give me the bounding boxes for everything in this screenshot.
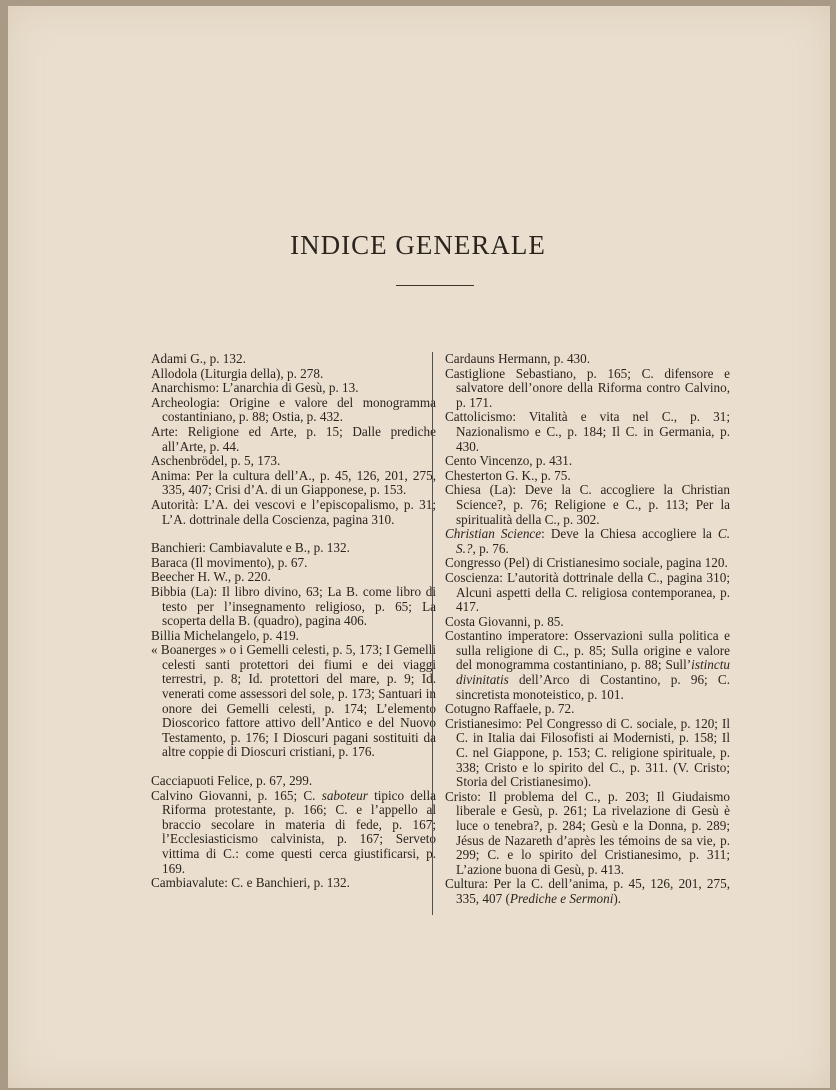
index-entry: Anima: Per la cultura dell’A., p. 45, 126, 201, 275, 335, 407; Crisi d’A. di un Giapponese, p. 153. (151, 467, 436, 498)
italic-term: C. S.? (456, 526, 730, 556)
index-entry: Cacciapuoti Felice, p. 67, 299. (151, 773, 313, 789)
index-entry: Cattolicismo: Vitalità e vita nel C., p. 31; Nazionalismo e C., p. 184; Il C. in Germania, p. 430. (445, 409, 730, 454)
index-entry (445, 629, 730, 702)
entry-text: tipico della Riforma protestante, p. 166; C. e l’appello al braccio secolare in materia di fede, p. 167; l’Ecclesiasticismo calvinista, p. 167; Serveto vittima di C.: come questi cerca giustificarsi, p. 169. (162, 787, 436, 876)
italic-term: Prediche e Sermoni (509, 890, 614, 906)
index-entry: Cambiavalute: C. e Banchieri, p. 132. (151, 875, 350, 891)
entry-text: Cultura: Per la C. dell’anima, p. 45, 126, 201, 275, 335, 407 ( (445, 876, 730, 906)
index-entry (445, 527, 730, 556)
index-entry: Anarchismo: L’anarchia di Gesù, p. 13. (151, 380, 359, 396)
index-entry: Banchieri: Cambiavalute e B., p. 132. (151, 540, 350, 556)
entry-text: ). (613, 890, 622, 906)
index-entry: Arte: Religione ed Arte, p. 15; Dalle prediche all’Arte, p. 44. (151, 423, 436, 454)
index-entry: Chesterton G. K., p. 75. (445, 467, 571, 483)
index-entry (151, 789, 436, 877)
index-entry: Aschenbrödel, p. 5, 173. (151, 453, 281, 469)
letter-group-gap (151, 760, 436, 774)
index-entry: Cotugno Raffaele, p. 72. (445, 701, 575, 717)
index-entry: Billia Michelangelo, p. 419. (151, 627, 299, 643)
title-rule (396, 285, 474, 286)
italic-term: saboteur (321, 787, 368, 803)
index-entry: Allodola (Liturgia della), p. 278. (151, 365, 324, 381)
index-entry: Autorità: L’A. dei vescovi e l’episcopalismo, p. 31; L’A. dottrinale della Coscienza, pagina 310. (151, 496, 436, 527)
index-entry: Chiesa (La): Deve la C. accogliere la Christian Science?, p. 76; Religione e C., p. 113; Per la spiritualità della C., p. 302. (445, 482, 730, 527)
entry-text: , p. 76. (472, 540, 509, 556)
entry-text: : Deve la Chiesa accogliere la (541, 526, 718, 542)
index-entry: Baraca (Il movimento), p. 67. (151, 554, 308, 570)
index-entry: Cristo: Il problema del C., p. 203; Il Giudaismo liberale e Gesù, p. 261; La rivelazione di Gesù è luce o tenebra?, p. 284; Gesù e la Donna, p. 289; Jésus de Nazareth d’après les témoins de sa vie, p. 299; C. e lo spirito del Cristianesimo, p. 311; L’azione buona di Gesù, p. 413. (445, 788, 730, 877)
index-column-left (151, 352, 436, 891)
index-entry: « Boanerges » o i Gemelli celesti, p. 5, 173; I Gemelli celesti santi protettori dei fiumi e dei viaggi terrestri, p. 8; Id. protettori del mare, p. 9; Id. venerati come assessori del sole, p. 173; Santuari in onore dei Gemelli celesti, p. 174; L’elemento Dioscorico fattore attivo dell’Antico e del Nuovo Testamento, p. 176; I Dioscuri pagani sostituiti da altre coppie di Dioscuri cristiani, p. 176. (151, 642, 436, 760)
entry-text: Calvino Giovanni, p. 165; C. (151, 787, 322, 803)
index-entry: Castiglione Sebastiano, p. 165; C. difensore e salvatore dell’onore della Riforma contro Calvino, p. 171. (445, 365, 730, 410)
index-entry: Cento Vincenzo, p. 431. (445, 453, 573, 469)
italic-term: istinctu divinitatis (456, 657, 730, 688)
index-entry (445, 877, 730, 906)
index-entry: Archeologia: Origine e valore del monogramma costantiniano, p. 88; Ostia, p. 432. (151, 394, 436, 425)
entry-text: dell’Arco di Costantino, p. 96; C. sincretista monoteistico, p. 101. (456, 672, 730, 702)
index-column-right (445, 352, 730, 907)
index-entry: Adami G., p. 132. (151, 351, 246, 366)
italic-term: Christian Science (445, 526, 542, 542)
entry-text: Costantino imperatore: Osservazioni sulla politica e sulla religione di C., p. 85; Sulla origine e valore del monogramma costantiniano, p. 88; Sull’ (445, 628, 730, 673)
page-title: INDICE GENERALE (290, 230, 546, 260)
index-entry: Congresso (Pel) di Cristianesimo sociale, pagina 120. (445, 555, 728, 571)
index-entry: Coscienza: L’autorità dottrinale della C., pagina 310; Alcuni aspetti della C. religiosa contemporanea, p. 417. (445, 569, 730, 615)
index-entry: Cardauns Hermann, p. 430. (445, 351, 591, 366)
index-entry: Costa Giovanni, p. 85. (445, 613, 564, 629)
index-entry: Beecher H. W., p. 220. (151, 569, 271, 585)
index-entry: Bibbia (La): Il libro divino, 63; La B. come libro di testo per l’insegnamento religioso, p. 65; La scoperta della B. (quadro), pagina 406. (151, 583, 436, 629)
column-divider (432, 352, 433, 915)
index-entry: Cristianesimo: Pel Congresso di C. sociale, p. 120; Il C. in Italia dai Filosofisti ai Modernisti, p. 158; Il C. nel Giappone, p. 153; C. religione spirituale, p. 338; Cristo e lo spirito del C., p. 311. (V. Cristo; Storia del Cristianesimo). (445, 715, 730, 790)
letter-group-gap (151, 527, 436, 541)
